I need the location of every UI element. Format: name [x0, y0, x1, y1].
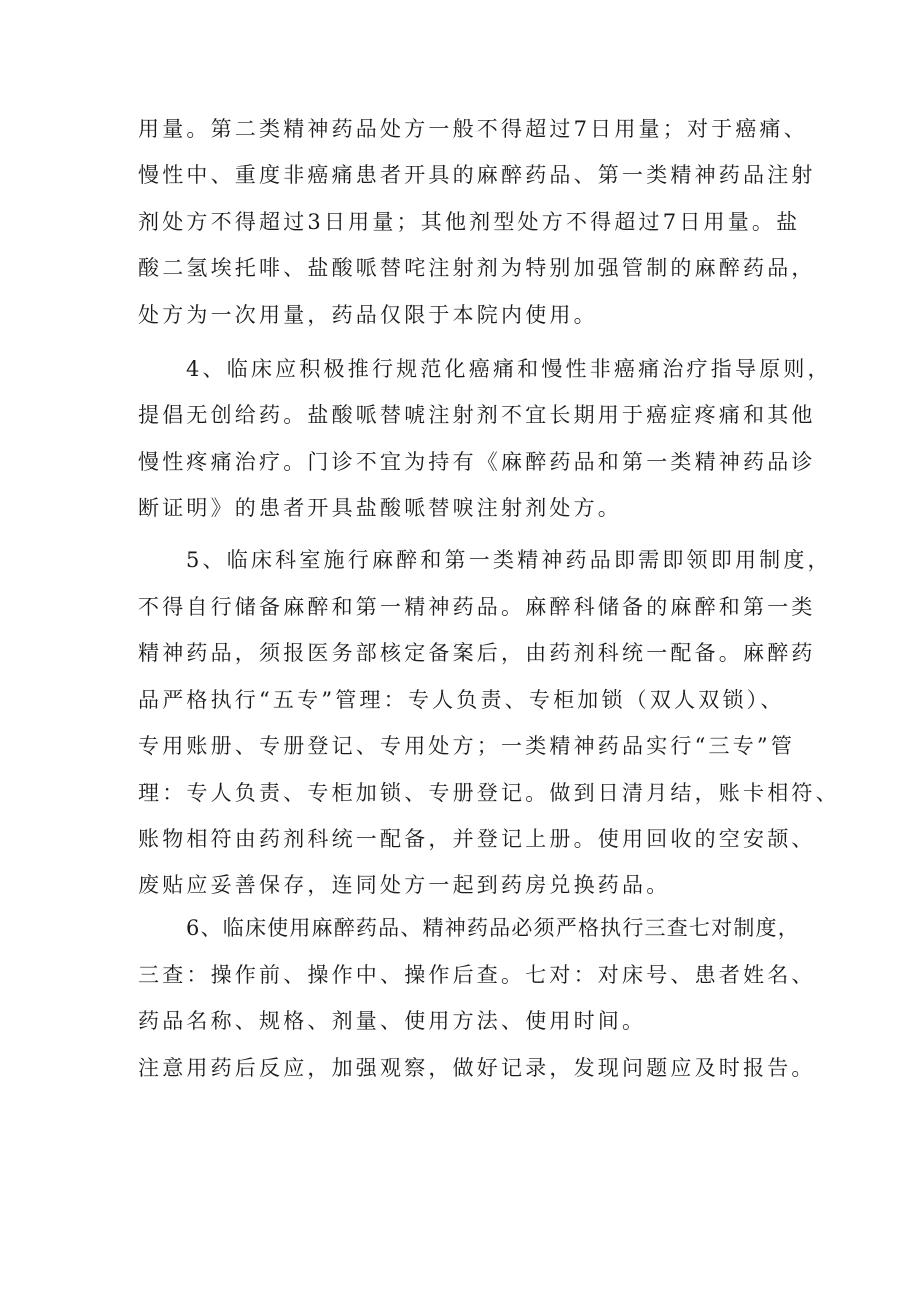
- paragraph-line: 用量。第二类精神药品处方一般不得超过7日用量；对于癌痛、: [138, 117, 808, 141]
- paragraph-line: 慢性中、重度非癌痛患者开具的麻醉药品、第一类精神药品注射: [138, 163, 816, 187]
- paragraph-line: 账物相符由药剂科统一配备，并登记上册。使用回收的空安颉、: [138, 827, 816, 851]
- paragraph-line: 4、临床应积极推行规范化癌痛和慢性非癌痛治疗指导原则，: [186, 357, 832, 381]
- paragraph-line: 提倡无创给药。盐酸哌替唬注射剂不宜长期用于癌症疼痛和其他: [138, 403, 816, 427]
- paragraph-line: 酸二氢埃托啡、盐酸哌替咤注射剂为特别加强管制的麻醉药品，: [138, 256, 816, 280]
- paragraph-line: 药品名称、规格、剂量、使用方法、使用时间。: [138, 1009, 647, 1033]
- paragraph-line: 断证明》的患者开具盐酸哌替唳注射剂处方。: [138, 496, 622, 520]
- paragraph-line: 慢性疼痛治疗。门诊不宜为持有《麻醉药品和第一类精神药品诊: [138, 450, 816, 474]
- paragraph-line: 理：专人负责、专柜加锁、专册登记。做到日清月结，账卡相符、: [138, 781, 840, 805]
- paragraph-line: 不得自行储备麻醉和第一精神药品。麻醉科储备的麻醉和第一类: [138, 595, 816, 619]
- paragraph-line: 精神药品，须报医务部核定备案后，由药剂科统一配备。麻醉药: [138, 641, 816, 665]
- paragraph-line: 专用账册、专册登记、专用处方；一类精神药品实行“三专”管: [138, 734, 796, 758]
- paragraph-line: 6、临床使用麻醉药品、精神药品必须严格执行三查七对制度，: [186, 916, 800, 940]
- paragraph-line: 三查：操作前、操作中、操作后查。七对：对床号、患者姓名、: [138, 963, 816, 987]
- paragraph-line: 废贴应妥善保存，连同处方一起到药房兑换药品。: [138, 873, 671, 897]
- paragraph-line: 品严格执行“五专”管理：专人负责、专柜加锁（双人双锁）、: [138, 688, 785, 712]
- paragraph-line: 剂处方不得超过3日用量；其他剂型处方不得超过7日用量。盐: [138, 210, 801, 234]
- paragraph-line: 5、临床科室施行麻醉和第一类精神药品即需即领即用制度，: [186, 548, 832, 572]
- paragraph-line: 处方为一次用量，药品仅限于本院内使用。: [138, 303, 598, 327]
- paragraph-line: 注意用药后反应，加强观察，做好记录，发现问题应及时报告。: [138, 1056, 816, 1080]
